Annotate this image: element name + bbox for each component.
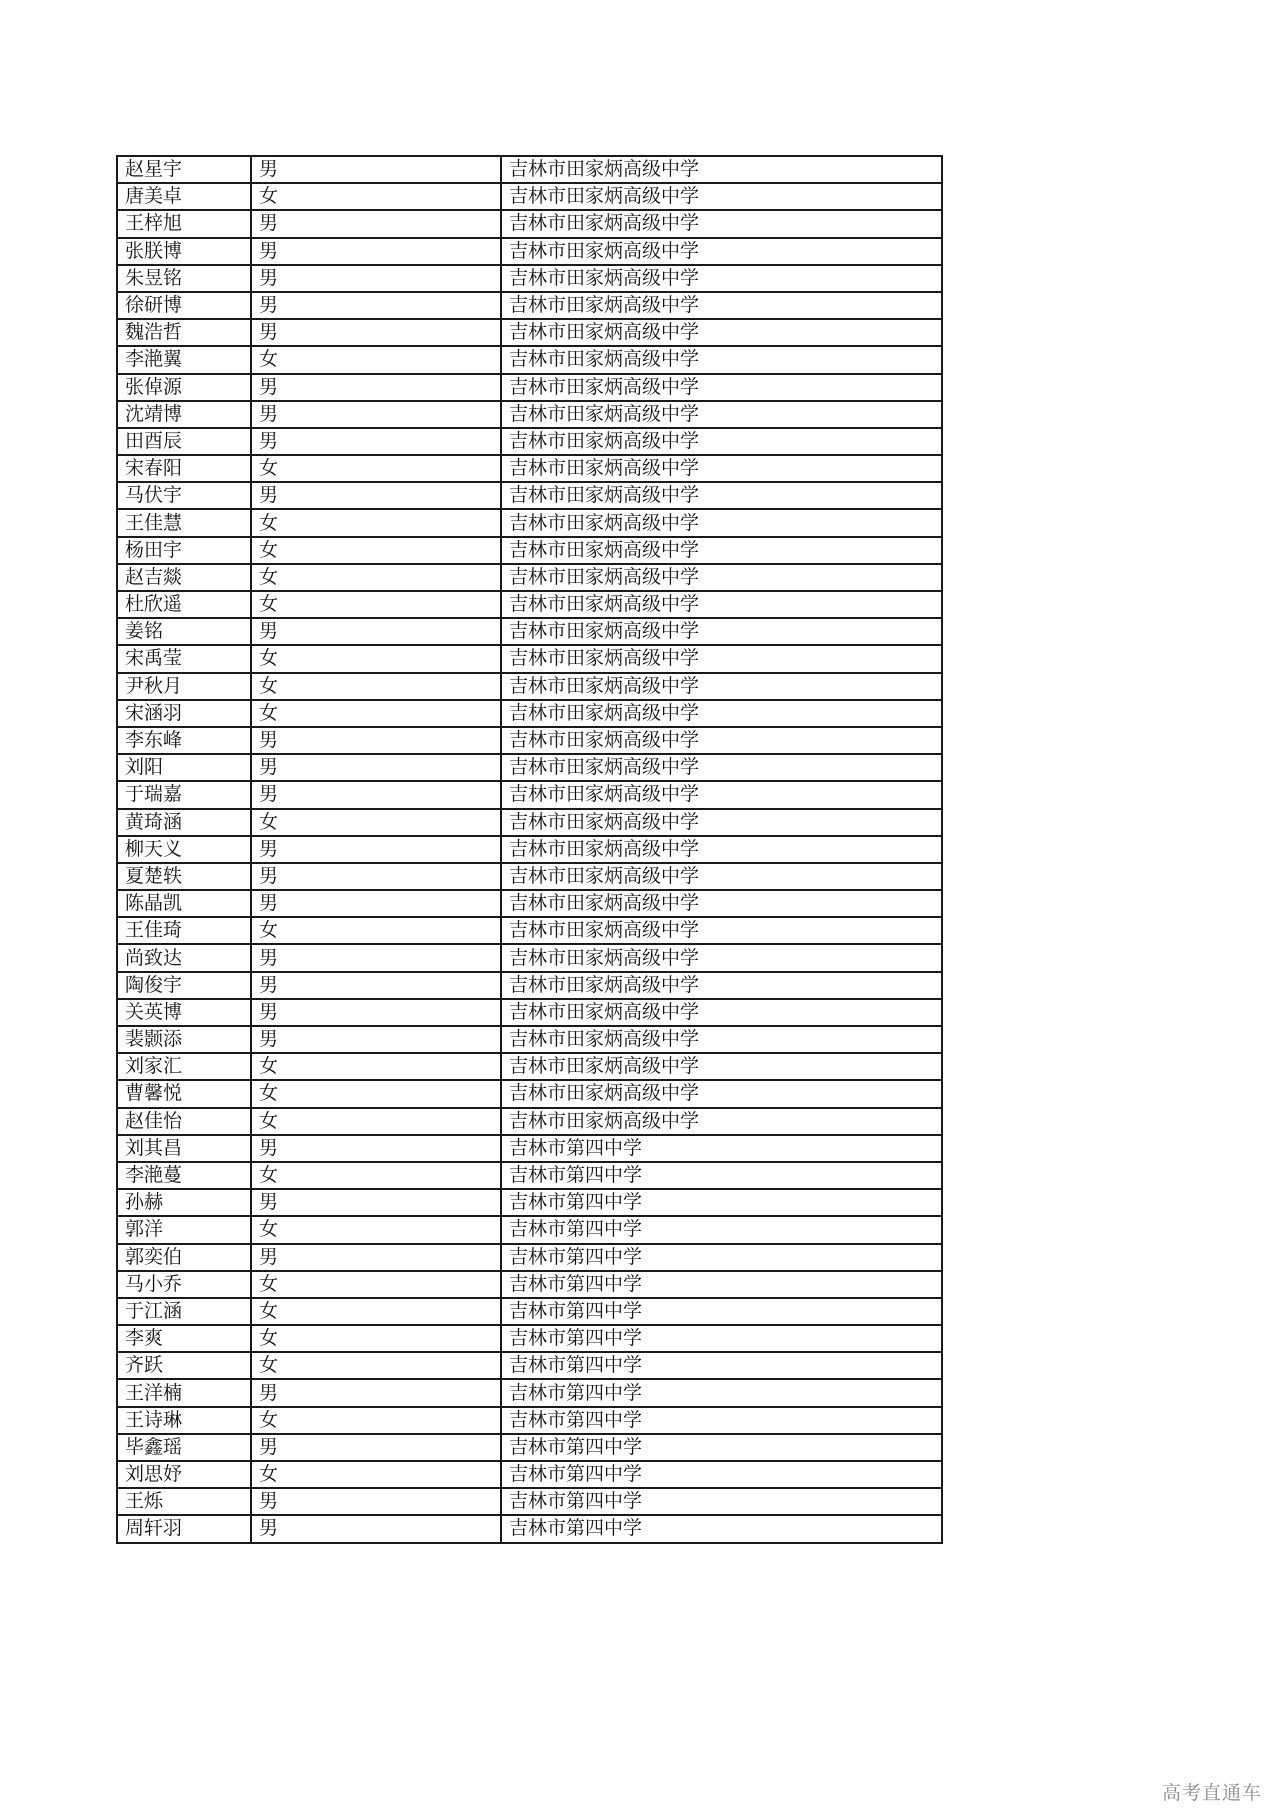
- table-row: [117, 1162, 942, 1189]
- student-name-cell: 夏楚轶: [117, 863, 251, 890]
- school-cell: 吉林市田家炳高级中学: [501, 1108, 942, 1135]
- student-name-cell: 刘思妤: [117, 1461, 251, 1488]
- school-cell: 吉林市田家炳高级中学: [501, 156, 942, 183]
- table-row: [117, 591, 942, 618]
- gender-cell: 女: [251, 455, 501, 482]
- student-name-cell: 宋禹莹: [117, 645, 251, 672]
- table-row: [117, 999, 942, 1026]
- gender-cell: 男: [251, 944, 501, 971]
- student-name-cell: 裴颢添: [117, 1026, 251, 1053]
- table-row: [117, 482, 942, 509]
- school-cell: 吉林市田家炳高级中学: [501, 346, 942, 373]
- gender-cell: 女: [251, 1080, 501, 1107]
- table-row: [117, 1271, 942, 1298]
- table-row: [117, 346, 942, 373]
- gender-cell: 女: [251, 183, 501, 210]
- school-cell: 吉林市第四中学: [501, 1488, 942, 1515]
- table-row: [117, 156, 942, 183]
- student-name-cell: 王佳慧: [117, 509, 251, 536]
- school-cell: 吉林市第四中学: [501, 1216, 942, 1243]
- gender-cell: 男: [251, 1026, 501, 1053]
- table-row: [117, 1216, 942, 1243]
- gender-cell: 女: [251, 1108, 501, 1135]
- gender-cell: 男: [251, 156, 501, 183]
- table-row: [117, 1434, 942, 1461]
- student-name-cell: 宋春阳: [117, 455, 251, 482]
- table-row: [117, 618, 942, 645]
- school-cell: 吉林市田家炳高级中学: [501, 319, 942, 346]
- table-row: [117, 238, 942, 265]
- table-row: [117, 781, 942, 808]
- student-name-cell: 王烁: [117, 1488, 251, 1515]
- student-name-cell: 张朕博: [117, 238, 251, 265]
- gender-cell: 女: [251, 1461, 501, 1488]
- school-cell: 吉林市田家炳高级中学: [501, 944, 942, 971]
- school-cell: 吉林市田家炳高级中学: [501, 836, 942, 863]
- student-name-cell: 刘家汇: [117, 1053, 251, 1080]
- gender-cell: 男: [251, 401, 501, 428]
- table-row: [117, 319, 942, 346]
- student-name-cell: 杜欣遥: [117, 591, 251, 618]
- table-row: [117, 564, 942, 591]
- student-name-cell: 李爽: [117, 1325, 251, 1352]
- school-cell: 吉林市第四中学: [501, 1189, 942, 1216]
- student-name-cell: 柳天义: [117, 836, 251, 863]
- gender-cell: 男: [251, 1244, 501, 1271]
- gender-cell: 男: [251, 210, 501, 237]
- gender-cell: 男: [251, 292, 501, 319]
- gender-cell: 女: [251, 1053, 501, 1080]
- table-row: [117, 1515, 942, 1542]
- school-cell: 吉林市田家炳高级中学: [501, 183, 942, 210]
- gender-cell: 男: [251, 319, 501, 346]
- gender-cell: 男: [251, 781, 501, 808]
- student-name-cell: 孙赫: [117, 1189, 251, 1216]
- gender-cell: 男: [251, 428, 501, 455]
- table-row: [117, 1407, 942, 1434]
- school-cell: 吉林市田家炳高级中学: [501, 1053, 942, 1080]
- student-name-cell: 郭洋: [117, 1216, 251, 1243]
- student-name-cell: 尚致达: [117, 944, 251, 971]
- table-row: [117, 1108, 942, 1135]
- table-row: [117, 645, 942, 672]
- school-cell: 吉林市田家炳高级中学: [501, 754, 942, 781]
- student-name-cell: 刘阳: [117, 754, 251, 781]
- student-name-cell: 王佳琦: [117, 917, 251, 944]
- gender-cell: 女: [251, 509, 501, 536]
- table-row: [117, 944, 942, 971]
- school-cell: 吉林市第四中学: [501, 1244, 942, 1271]
- table-row: [117, 401, 942, 428]
- table-row: [117, 863, 942, 890]
- school-cell: 吉林市田家炳高级中学: [501, 673, 942, 700]
- gender-cell: 女: [251, 645, 501, 672]
- table-row: [117, 917, 942, 944]
- student-name-cell: 陶俊宇: [117, 972, 251, 999]
- school-cell: 吉林市第四中学: [501, 1434, 942, 1461]
- student-name-cell: 马小乔: [117, 1271, 251, 1298]
- table-row: [117, 754, 942, 781]
- gender-cell: 男: [251, 618, 501, 645]
- table-row: [117, 1461, 942, 1488]
- student-name-cell: 徐研博: [117, 292, 251, 319]
- table-row: [117, 1379, 942, 1406]
- table-row: [117, 265, 942, 292]
- student-name-cell: 关英博: [117, 999, 251, 1026]
- school-cell: 吉林市第四中学: [501, 1407, 942, 1434]
- gender-cell: 男: [251, 754, 501, 781]
- table-row: [117, 1135, 942, 1162]
- school-cell: 吉林市田家炳高级中学: [501, 1026, 942, 1053]
- table-row: [117, 727, 942, 754]
- table-row: [117, 1053, 942, 1080]
- school-cell: 吉林市田家炳高级中学: [501, 238, 942, 265]
- student-name-cell: 姜铭: [117, 618, 251, 645]
- gender-cell: 女: [251, 1352, 501, 1379]
- table-row: [117, 1189, 942, 1216]
- school-cell: 吉林市田家炳高级中学: [501, 700, 942, 727]
- student-name-cell: 黄琦涵: [117, 809, 251, 836]
- gender-cell: 男: [251, 1189, 501, 1216]
- gender-cell: 女: [251, 917, 501, 944]
- school-cell: 吉林市田家炳高级中学: [501, 727, 942, 754]
- school-cell: 吉林市第四中学: [501, 1352, 942, 1379]
- school-cell: 吉林市田家炳高级中学: [501, 809, 942, 836]
- gender-cell: 男: [251, 836, 501, 863]
- student-name-cell: 宋涵羽: [117, 700, 251, 727]
- student-name-cell: 毕鑫瑶: [117, 1434, 251, 1461]
- gender-cell: 男: [251, 1379, 501, 1406]
- table-row: [117, 972, 942, 999]
- gender-cell: 男: [251, 1488, 501, 1515]
- school-cell: 吉林市田家炳高级中学: [501, 591, 942, 618]
- student-name-cell: 杨田宇: [117, 537, 251, 564]
- student-name-cell: 李滟蔓: [117, 1162, 251, 1189]
- student-name-cell: 李东峰: [117, 727, 251, 754]
- gender-cell: 女: [251, 1298, 501, 1325]
- school-cell: 吉林市田家炳高级中学: [501, 890, 942, 917]
- table-row: [117, 183, 942, 210]
- table-row: [117, 700, 942, 727]
- gender-cell: 男: [251, 482, 501, 509]
- table-row: [117, 673, 942, 700]
- table-row: [117, 210, 942, 237]
- student-name-cell: 朱昱铭: [117, 265, 251, 292]
- table-row: [117, 836, 942, 863]
- student-name-cell: 沈靖博: [117, 401, 251, 428]
- school-cell: 吉林市田家炳高级中学: [501, 401, 942, 428]
- school-cell: 吉林市田家炳高级中学: [501, 292, 942, 319]
- gender-cell: 男: [251, 1515, 501, 1542]
- student-name-cell: 王诗琳: [117, 1407, 251, 1434]
- table-row: [117, 1244, 942, 1271]
- school-cell: 吉林市田家炳高级中学: [501, 374, 942, 401]
- school-cell: 吉林市田家炳高级中学: [501, 455, 942, 482]
- student-name-cell: 赵佳怡: [117, 1108, 251, 1135]
- table-row: [117, 1325, 942, 1352]
- student-name-cell: 王洋楠: [117, 1379, 251, 1406]
- gender-cell: 女: [251, 1407, 501, 1434]
- gender-cell: 男: [251, 374, 501, 401]
- gender-cell: 男: [251, 972, 501, 999]
- gender-cell: 女: [251, 564, 501, 591]
- student-name-cell: 于江涵: [117, 1298, 251, 1325]
- school-cell: 吉林市田家炳高级中学: [501, 781, 942, 808]
- table-row: [117, 1298, 942, 1325]
- school-cell: 吉林市第四中学: [501, 1271, 942, 1298]
- gender-cell: 男: [251, 265, 501, 292]
- watermark-text: 高考直通车: [1161, 1782, 1262, 1804]
- school-cell: 吉林市第四中学: [501, 1379, 942, 1406]
- gender-cell: 男: [251, 999, 501, 1026]
- gender-cell: 男: [251, 1135, 501, 1162]
- table-row: [117, 455, 942, 482]
- student-name-cell: 赵吉燚: [117, 564, 251, 591]
- school-cell: 吉林市田家炳高级中学: [501, 972, 942, 999]
- gender-cell: 男: [251, 238, 501, 265]
- school-cell: 吉林市田家炳高级中学: [501, 1080, 942, 1107]
- student-name-cell: 魏浩哲: [117, 319, 251, 346]
- school-cell: 吉林市第四中学: [501, 1298, 942, 1325]
- school-cell: 吉林市田家炳高级中学: [501, 863, 942, 890]
- roster-sheet: [116, 155, 941, 1544]
- gender-cell: 男: [251, 1434, 501, 1461]
- gender-cell: 女: [251, 700, 501, 727]
- gender-cell: 女: [251, 809, 501, 836]
- student-name-cell: 曹馨悦: [117, 1080, 251, 1107]
- school-cell: 吉林市田家炳高级中学: [501, 645, 942, 672]
- gender-cell: 女: [251, 1271, 501, 1298]
- school-cell: 吉林市第四中学: [501, 1461, 942, 1488]
- school-cell: 吉林市田家炳高级中学: [501, 564, 942, 591]
- roster-table-body: [117, 156, 942, 1543]
- table-row: [117, 890, 942, 917]
- school-cell: 吉林市第四中学: [501, 1162, 942, 1189]
- student-name-cell: 王梓旭: [117, 210, 251, 237]
- student-name-cell: 唐美卓: [117, 183, 251, 210]
- school-cell: 吉林市田家炳高级中学: [501, 999, 942, 1026]
- student-name-cell: 郭奕伯: [117, 1244, 251, 1271]
- school-cell: 吉林市第四中学: [501, 1515, 942, 1542]
- student-name-cell: 张倬源: [117, 374, 251, 401]
- gender-cell: 女: [251, 673, 501, 700]
- gender-cell: 女: [251, 537, 501, 564]
- student-name-cell: 李滟翼: [117, 346, 251, 373]
- student-name-cell: 齐跃: [117, 1352, 251, 1379]
- student-name-cell: 周轩羽: [117, 1515, 251, 1542]
- gender-cell: 女: [251, 591, 501, 618]
- school-cell: 吉林市田家炳高级中学: [501, 509, 942, 536]
- gender-cell: 男: [251, 727, 501, 754]
- gender-cell: 女: [251, 346, 501, 373]
- school-cell: 吉林市田家炳高级中学: [501, 428, 942, 455]
- table-row: [117, 1352, 942, 1379]
- table-row: [117, 374, 942, 401]
- school-cell: 吉林市第四中学: [501, 1135, 942, 1162]
- table-row: [117, 509, 942, 536]
- gender-cell: 男: [251, 890, 501, 917]
- school-cell: 吉林市田家炳高级中学: [501, 482, 942, 509]
- table-row: [117, 1080, 942, 1107]
- roster-table: [116, 155, 943, 1544]
- table-row: [117, 1488, 942, 1515]
- gender-cell: 女: [251, 1325, 501, 1352]
- school-cell: 吉林市田家炳高级中学: [501, 210, 942, 237]
- student-name-cell: 尹秋月: [117, 673, 251, 700]
- table-row: [117, 809, 942, 836]
- student-name-cell: 田酉辰: [117, 428, 251, 455]
- student-name-cell: 陈晶凯: [117, 890, 251, 917]
- school-cell: 吉林市第四中学: [501, 1325, 942, 1352]
- school-cell: 吉林市田家炳高级中学: [501, 618, 942, 645]
- table-row: [117, 1026, 942, 1053]
- table-row: [117, 428, 942, 455]
- table-row: [117, 537, 942, 564]
- student-name-cell: 赵星宇: [117, 156, 251, 183]
- gender-cell: 男: [251, 863, 501, 890]
- school-cell: 吉林市田家炳高级中学: [501, 917, 942, 944]
- school-cell: 吉林市田家炳高级中学: [501, 537, 942, 564]
- student-name-cell: 于瑞嘉: [117, 781, 251, 808]
- gender-cell: 女: [251, 1162, 501, 1189]
- gender-cell: 女: [251, 1216, 501, 1243]
- school-cell: 吉林市田家炳高级中学: [501, 265, 942, 292]
- student-name-cell: 马伏宇: [117, 482, 251, 509]
- student-name-cell: 刘其昌: [117, 1135, 251, 1162]
- table-row: [117, 292, 942, 319]
